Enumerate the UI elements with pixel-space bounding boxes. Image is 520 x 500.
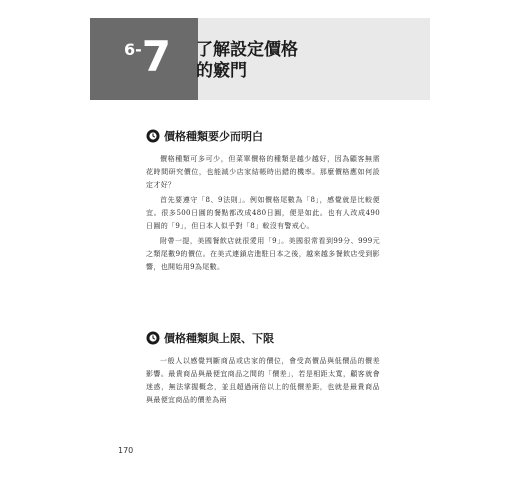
chapter-title-line-2: 的竅門 xyxy=(196,61,247,81)
section-1-heading-text: 價格種類要少而明白 xyxy=(164,130,263,143)
paragraph: 首先要遵守「8、9法則」。例如價格尾數為「8」，感覺就是比較便宜。很多500日圓的餐點都改成480日圓，便是如此。也有人改成490日圓的「9」，但日本人似乎對「8」較沒有警戒心。 xyxy=(146,196,380,230)
chapter-prefix: 6- xyxy=(124,40,142,59)
chapter-header xyxy=(90,18,430,100)
section-2-heading-text: 價格種類與上限、下限 xyxy=(164,332,274,345)
page-number: 170 xyxy=(118,446,134,455)
paragraph: 一般人以感覺判斷商品或店家的價位，會受高價品與低價品的價差影響。最貴商品與最便宜商品之間的「價差」，若是相距太寬，顧客就會迷惑，無法掌握概念，並且超過兩倍以上的低價差距，也就是最貴商品與最便宜商品的價差為兩 xyxy=(146,357,380,404)
section-1-heading xyxy=(146,128,380,144)
chapter-title xyxy=(196,40,298,82)
clock-bullet-icon xyxy=(146,129,160,143)
section-2-heading xyxy=(146,330,380,346)
paragraph: 附帶一提，美國餐飲店就很愛用「9」。美國很常看到99分、999元之類尾數9的價位。在美式連鎖店進駐日本之後，越來越多餐飲店受到影響，也開始用9為尾數。 xyxy=(146,237,380,271)
chapter-arrow-shape xyxy=(174,18,198,100)
section-2 xyxy=(146,330,380,407)
paragraph: 價格種類可多可少，但菜單價格的種類是越少越好，因為顧客無需花時間研究價位，也能減少店家結帳時出錯的機率。那麼價格應如何設定才好？ xyxy=(146,155,380,189)
clock-bullet-icon xyxy=(146,331,160,345)
chapter-title-line-1: 了解設定價格 xyxy=(196,40,298,60)
section-1 xyxy=(146,128,380,274)
chapter-number xyxy=(124,32,172,81)
chapter-index: 7 xyxy=(141,32,172,81)
